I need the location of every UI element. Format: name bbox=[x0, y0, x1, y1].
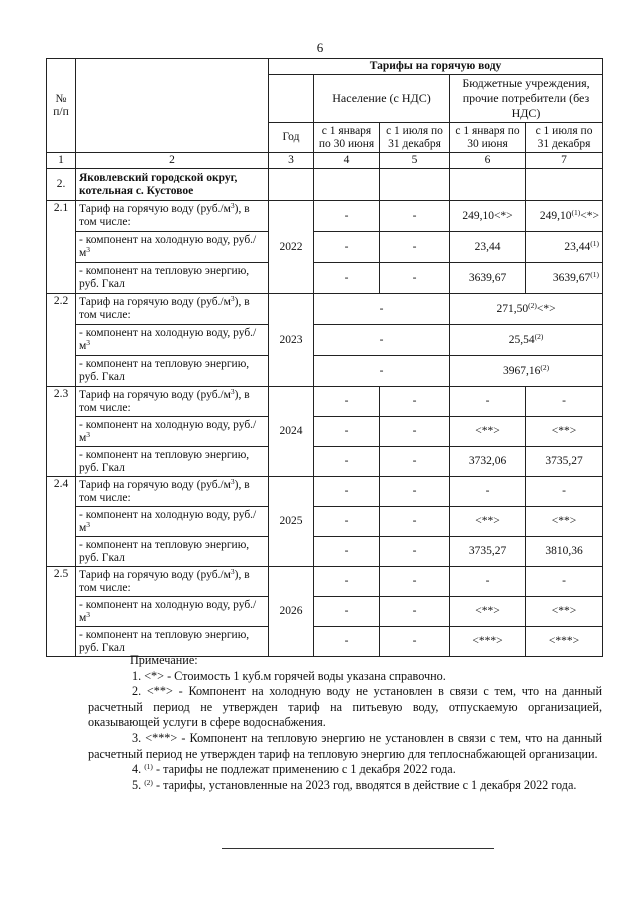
value-cell: - bbox=[314, 477, 380, 507]
col-number: 6 bbox=[450, 153, 526, 169]
note-1: 1. <*> - Стоимость 1 куб.м горячей воды указана справочно. bbox=[132, 668, 446, 683]
value-cell-merged: 3967,16$^{(2)}$ bbox=[450, 356, 603, 387]
table-row bbox=[47, 356, 603, 387]
footer-divider bbox=[222, 848, 494, 849]
value-cell: - bbox=[314, 567, 380, 597]
value-cell: - bbox=[314, 627, 380, 657]
value-cell: - bbox=[314, 201, 380, 232]
table-row bbox=[47, 537, 603, 567]
row-label-tariff: Тариф на горячую воду $(руб./м^3)$, в том числе: bbox=[76, 294, 269, 325]
value-cell-merged: - bbox=[314, 294, 450, 325]
period-header-budget-2: с 1 июля по 31 декабря bbox=[526, 123, 603, 153]
row-year: 2022 bbox=[269, 201, 314, 294]
row-label-cold: - компонент на холодную воду, $руб./м^3$ bbox=[76, 232, 269, 263]
row-label-heat: - компонент на тепловую энергию, руб. Гкал bbox=[76, 537, 269, 567]
row-label-cold: - компонент на холодную воду, $руб./м^3$ bbox=[76, 507, 269, 537]
population-header: Население (с НДС) bbox=[314, 75, 450, 123]
note-2: 2. <**> - Компонент на холодную воду не установлен в связи с тем, что на данный расчетный период не утвержден тариф на питьевую воду, отпускаемую организацией, оказывающей услуги в сфере водоснабжения. bbox=[88, 684, 602, 730]
col-number: 2 bbox=[76, 153, 269, 169]
value-cell: <**> bbox=[450, 417, 526, 447]
value-cell: 249,10<*> bbox=[450, 201, 526, 232]
row-label-heat: - компонент на тепловую энергию, руб. Гкал bbox=[76, 356, 269, 387]
value-cell: - bbox=[380, 597, 450, 627]
value-cell: - bbox=[380, 263, 450, 294]
value-cell: - bbox=[380, 447, 450, 477]
row-num: 2.3 bbox=[47, 387, 76, 477]
row-label-tariff: Тариф на горячую воду $(руб./м^3)$, в том числе: bbox=[76, 477, 269, 507]
table-row bbox=[47, 263, 603, 294]
section-row bbox=[47, 169, 603, 201]
value-cell: - bbox=[450, 387, 526, 417]
value-cell: - bbox=[380, 627, 450, 657]
value-cell: - bbox=[526, 387, 603, 417]
col-num-header: № п/п bbox=[47, 59, 76, 153]
value-cell: 3639,67$^{(1)}$ bbox=[526, 263, 603, 294]
period-header-pop-1: с 1 января по 30 июня bbox=[314, 123, 380, 153]
row-label-tariff: Тариф на горячую воду $(руб./м^3)$, в том числе: bbox=[76, 387, 269, 417]
row-label-heat: - компонент на тепловую энергию, руб. Гкал bbox=[76, 627, 269, 657]
table-row bbox=[47, 447, 603, 477]
value-cell-merged: - bbox=[314, 325, 450, 356]
value-cell: - bbox=[380, 387, 450, 417]
table-row bbox=[47, 477, 603, 507]
value-cell: <***> bbox=[526, 627, 603, 657]
note-5: 5. $^{(2)}$ - тарифы, установленные на 2023 год, вводятся в действие с 1 декабря 2022 года. bbox=[132, 777, 577, 792]
page-number: 6 bbox=[316, 40, 324, 55]
header-row-1 bbox=[47, 59, 603, 75]
value-cell: <**> bbox=[450, 597, 526, 627]
empty-cell bbox=[314, 169, 380, 201]
table-row bbox=[47, 325, 603, 356]
notes-title: Примечание: bbox=[130, 653, 198, 667]
value-cell: 3810,36 bbox=[526, 537, 603, 567]
value-cell: <**> bbox=[526, 597, 603, 627]
value-cell: - bbox=[526, 477, 603, 507]
value-cell: - bbox=[380, 537, 450, 567]
value-cell: 23,44$^{(1)}$ bbox=[526, 232, 603, 263]
value-cell: 3735,27 bbox=[450, 537, 526, 567]
row-label-tariff: Тариф на горячую воду $(руб./м^3)$, в том числе: bbox=[76, 567, 269, 597]
value-cell: - bbox=[314, 263, 380, 294]
value-cell: - bbox=[526, 567, 603, 597]
row-num: 2.1 bbox=[47, 201, 76, 294]
row-label-tariff: Тариф на горячую воду $(руб./м^3)$, в том числе: bbox=[76, 201, 269, 232]
value-cell: <**> bbox=[450, 507, 526, 537]
note-3: 3. <***> - Компонент на тепловую энергию не установлен в связи с тем, что на данный расчетный период не утвержден тариф на тепловую энергию для теплоснабжающей организации. bbox=[88, 730, 602, 761]
table-row bbox=[47, 507, 603, 537]
value-cell: 3732,06 bbox=[450, 447, 526, 477]
value-cell: - bbox=[314, 232, 380, 263]
row-label-heat: - компонент на тепловую энергию, руб. Гкал bbox=[76, 447, 269, 477]
table-row bbox=[47, 417, 603, 447]
value-cell: 23,44 bbox=[450, 232, 526, 263]
row-year: 2023 bbox=[269, 294, 314, 387]
value-cell: <**> bbox=[526, 507, 603, 537]
table-row bbox=[47, 294, 603, 325]
section-num: 2. bbox=[47, 169, 76, 201]
col-number: 7 bbox=[526, 153, 603, 169]
row-num: 2.5 bbox=[47, 567, 76, 657]
budget-header: Бюджетные учреждения, прочие потребители (без НДС) bbox=[450, 75, 603, 123]
table-row bbox=[47, 627, 603, 657]
value-cell-merged: 25,54$^{(2)}$ bbox=[450, 325, 603, 356]
row-num: 2.2 bbox=[47, 294, 76, 387]
row-label-heat: - компонент на тепловую энергию, руб. Гкал bbox=[76, 263, 269, 294]
row-label-cold: - компонент на холодную воду, $руб./м^3$ bbox=[76, 325, 269, 356]
year-header: Год bbox=[269, 123, 314, 153]
value-cell: - bbox=[380, 477, 450, 507]
value-cell: - bbox=[314, 597, 380, 627]
group-header: Тарифы на горячую воду bbox=[269, 59, 603, 75]
empty-cell bbox=[526, 169, 603, 201]
row-label-cold: - компонент на холодную воду, $руб./м^3$ bbox=[76, 597, 269, 627]
value-cell-merged: $271,50^{(2)}<*>$ bbox=[450, 294, 603, 325]
row-label-cold: - компонент на холодную воду, $руб./м^3$ bbox=[76, 417, 269, 447]
value-cell: - bbox=[450, 567, 526, 597]
empty-cell bbox=[269, 169, 314, 201]
col-number: 5 bbox=[380, 153, 450, 169]
year-header-spacer bbox=[269, 75, 314, 123]
value-cell: <***> bbox=[450, 627, 526, 657]
value-cell: - bbox=[380, 417, 450, 447]
value-cell: - bbox=[450, 477, 526, 507]
value-cell: 3735,27 bbox=[526, 447, 603, 477]
value-cell-merged: - bbox=[314, 356, 450, 387]
col-number: 4 bbox=[314, 153, 380, 169]
value-cell: - bbox=[314, 507, 380, 537]
row-year: 2024 bbox=[269, 387, 314, 477]
row-year: 2026 bbox=[269, 567, 314, 657]
value-cell: - bbox=[380, 567, 450, 597]
period-header-budget-1: с 1 января по 30 июня bbox=[450, 123, 526, 153]
value-cell: - bbox=[314, 537, 380, 567]
value-cell: - bbox=[380, 507, 450, 537]
value-cell: - bbox=[314, 447, 380, 477]
row-num: 2.4 bbox=[47, 477, 76, 567]
table-row bbox=[47, 232, 603, 263]
table-row bbox=[47, 387, 603, 417]
value-cell: - bbox=[314, 417, 380, 447]
col-name-header bbox=[76, 59, 269, 153]
notes-section bbox=[88, 653, 602, 793]
row-year: 2025 bbox=[269, 477, 314, 567]
value-cell: - bbox=[314, 387, 380, 417]
value-cell: - bbox=[380, 201, 450, 232]
column-numbers-row bbox=[47, 153, 603, 169]
col-number: 1 bbox=[47, 153, 76, 169]
empty-cell bbox=[450, 169, 526, 201]
table-row bbox=[47, 567, 603, 597]
table-row bbox=[47, 597, 603, 627]
period-header-pop-2: с 1 июля по 31 декабря bbox=[380, 123, 450, 153]
empty-cell bbox=[380, 169, 450, 201]
section-title: Яковлевский городской округ, котельная с. Кустовое bbox=[76, 169, 269, 201]
value-cell: $249,10^{(1)}<*>$ bbox=[526, 201, 603, 232]
tariff-table bbox=[46, 58, 603, 657]
value-cell: - bbox=[380, 232, 450, 263]
value-cell: <**> bbox=[526, 417, 603, 447]
col-number: 3 bbox=[269, 153, 314, 169]
value-cell: 3639,67 bbox=[450, 263, 526, 294]
note-4: 4. $^{(1)}$ - тарифы не подлежат применению с 1 декабря 2022 года. bbox=[132, 762, 456, 777]
table-row bbox=[47, 201, 603, 232]
